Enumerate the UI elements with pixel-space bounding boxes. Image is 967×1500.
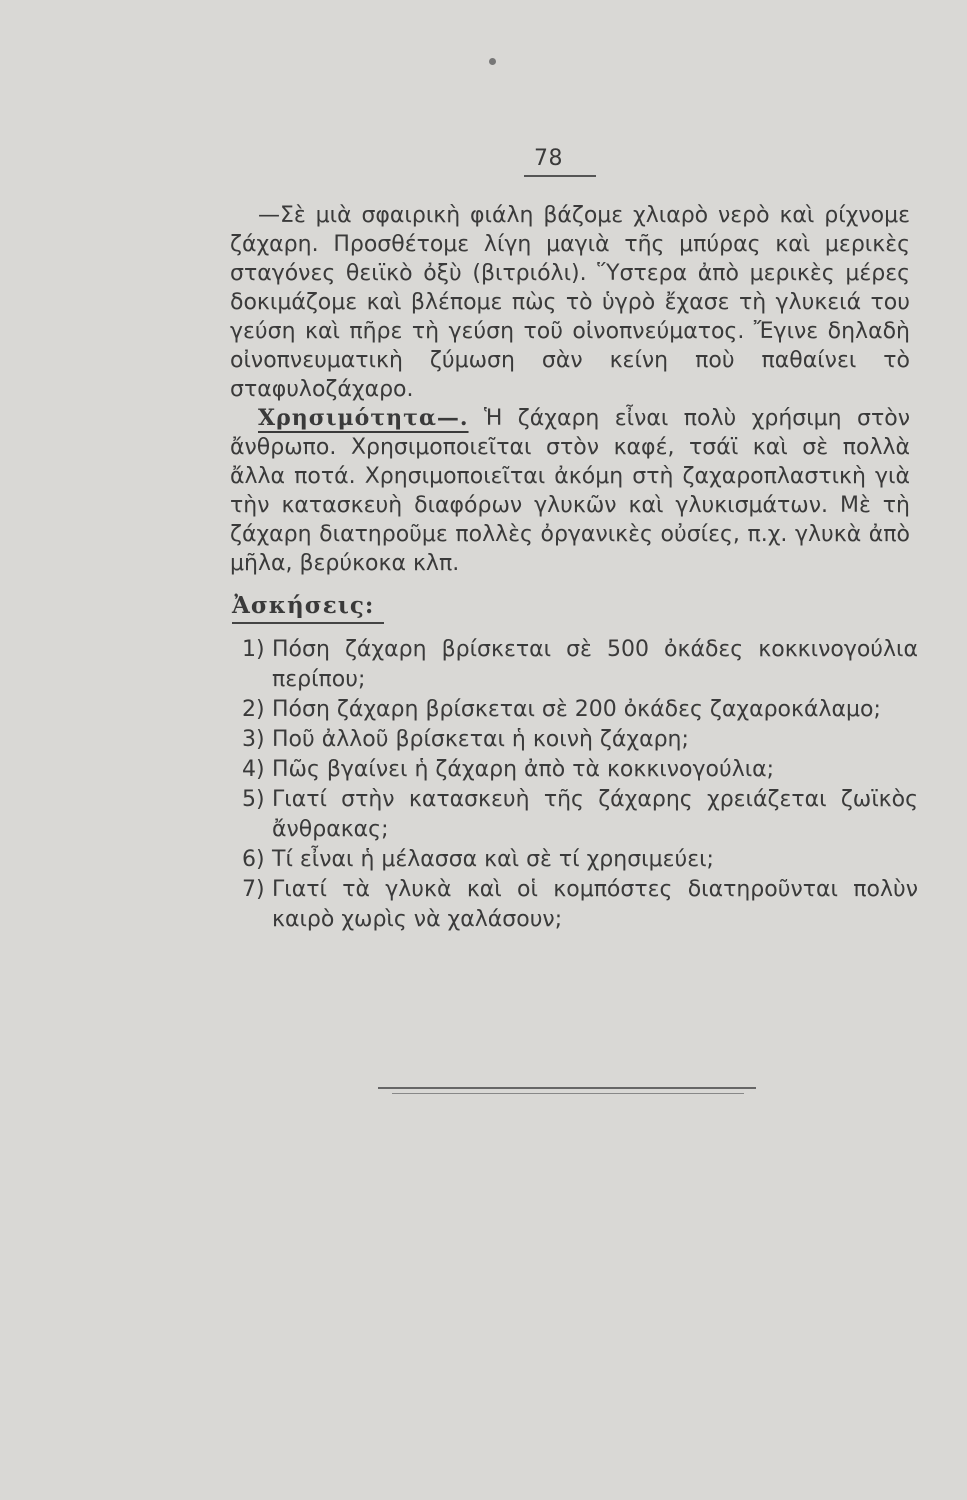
end-rule-upper — [378, 1087, 756, 1089]
exercise-item — [242, 875, 918, 935]
exercise-item — [242, 635, 918, 695]
exercises-heading: Ἀσκήσεις: — [232, 592, 375, 619]
exercise-text: Πόση ζάχαρη βρίσκεται σὲ 200 ὀκάδες ζαχαροκάλαμο; — [272, 697, 881, 722]
exercise-number: 2) — [242, 697, 265, 722]
page-number-underline — [524, 175, 596, 177]
exercise-number: 1) — [242, 637, 265, 662]
usefulness-heading: Χρησιμότητα—. — [258, 405, 469, 431]
exercise-list — [242, 635, 918, 935]
page-number: 78 — [534, 146, 563, 171]
exercise-text: Ποῦ ἀλλοῦ βρίσκεται ἡ κοινὴ ζάχαρη; — [272, 727, 689, 752]
exercise-number: 7) — [242, 877, 265, 902]
exercise-text: Τί εἶναι ἡ μέλασσα καὶ σὲ τί χρησιμεύει; — [272, 847, 714, 872]
exercises-underline — [232, 622, 384, 624]
exercise-number: 4) — [242, 757, 265, 782]
exercise-text: Γιατί τὰ γλυκὰ καὶ οἱ κομπόστες διατηροῦνται πολὺν καιρὸ χωρὶς νὰ χαλάσουν; — [272, 877, 918, 932]
print-dot — [489, 58, 496, 65]
exercise-text: Πόση ζάχαρη βρίσκεται σὲ 500 ὀκάδες κοκκινογούλια περίπου; — [272, 637, 918, 692]
end-rule-lower — [392, 1093, 744, 1094]
exercise-number: 5) — [242, 787, 265, 812]
exercise-item — [242, 695, 918, 725]
usefulness-paragraph — [230, 404, 910, 578]
experiment-paragraph: —Σὲ μιὰ σφαιρικὴ φιάλη βάζομε χλιαρὸ νερὸ καὶ ρίχνομε ζάχαρη. Προσθέτομε λίγη μαγιὰ τῆς μπύρας καὶ μερικὲς σταγόνες θειϊκὸ ὀξὺ (βιτριόλι). Ὕστερα ἀπὸ μερικὲς μέρες δοκιμάζομε καὶ βλέπομε πὼς τὸ ὑγρὸ ἔχασε τὴ γλυκειά του γεύση καὶ πῆρε τὴ γεύση τοῦ οἰνοπνεύματος. Ἔγινε δηλαδὴ οἰνοπνευματικὴ ζύμωση σὰν κείνη ποὺ παθαίνει τὸ σταφυλοζάχαρο. — [230, 203, 910, 402]
exercise-item — [242, 755, 918, 785]
exercise-text: Πῶς βγαίνει ἡ ζάχαρη ἀπὸ τὰ κοκκινογούλια; — [272, 757, 775, 782]
exercise-item — [242, 845, 918, 875]
exercise-item — [242, 725, 918, 755]
exercise-text: Γιατί στὴν κατασκευὴ τῆς ζάχαρης χρειάζεται ζωϊκὸς ἄνθρακας; — [272, 787, 918, 842]
usefulness-text: Ἡ ζάχαρη εἶναι πολὺ χρήσιμη στὸν ἄνθρωπο. Χρησιμοποιεῖται στὸν καφέ, τσάϊ καὶ σὲ πολλὰ ἄλλα ποτά. Χρησιμοποιεῖται ἀκόμη στὴ ζαχαροπλαστικὴ γιὰ τὴν κατασκευὴ διαφόρων γλυκῶν καὶ γλυκισμάτων. Μὲ τὴ ζάχαρη διατηροῦμε πολλὲς ὀργανικὲς οὐσίες, π.χ. γλυκὰ ἀπὸ μῆλα, βερύκοκα κλπ. — [230, 406, 910, 576]
exercise-item — [242, 785, 918, 845]
exercise-number: 6) — [242, 847, 265, 872]
exercise-number: 3) — [242, 727, 265, 752]
